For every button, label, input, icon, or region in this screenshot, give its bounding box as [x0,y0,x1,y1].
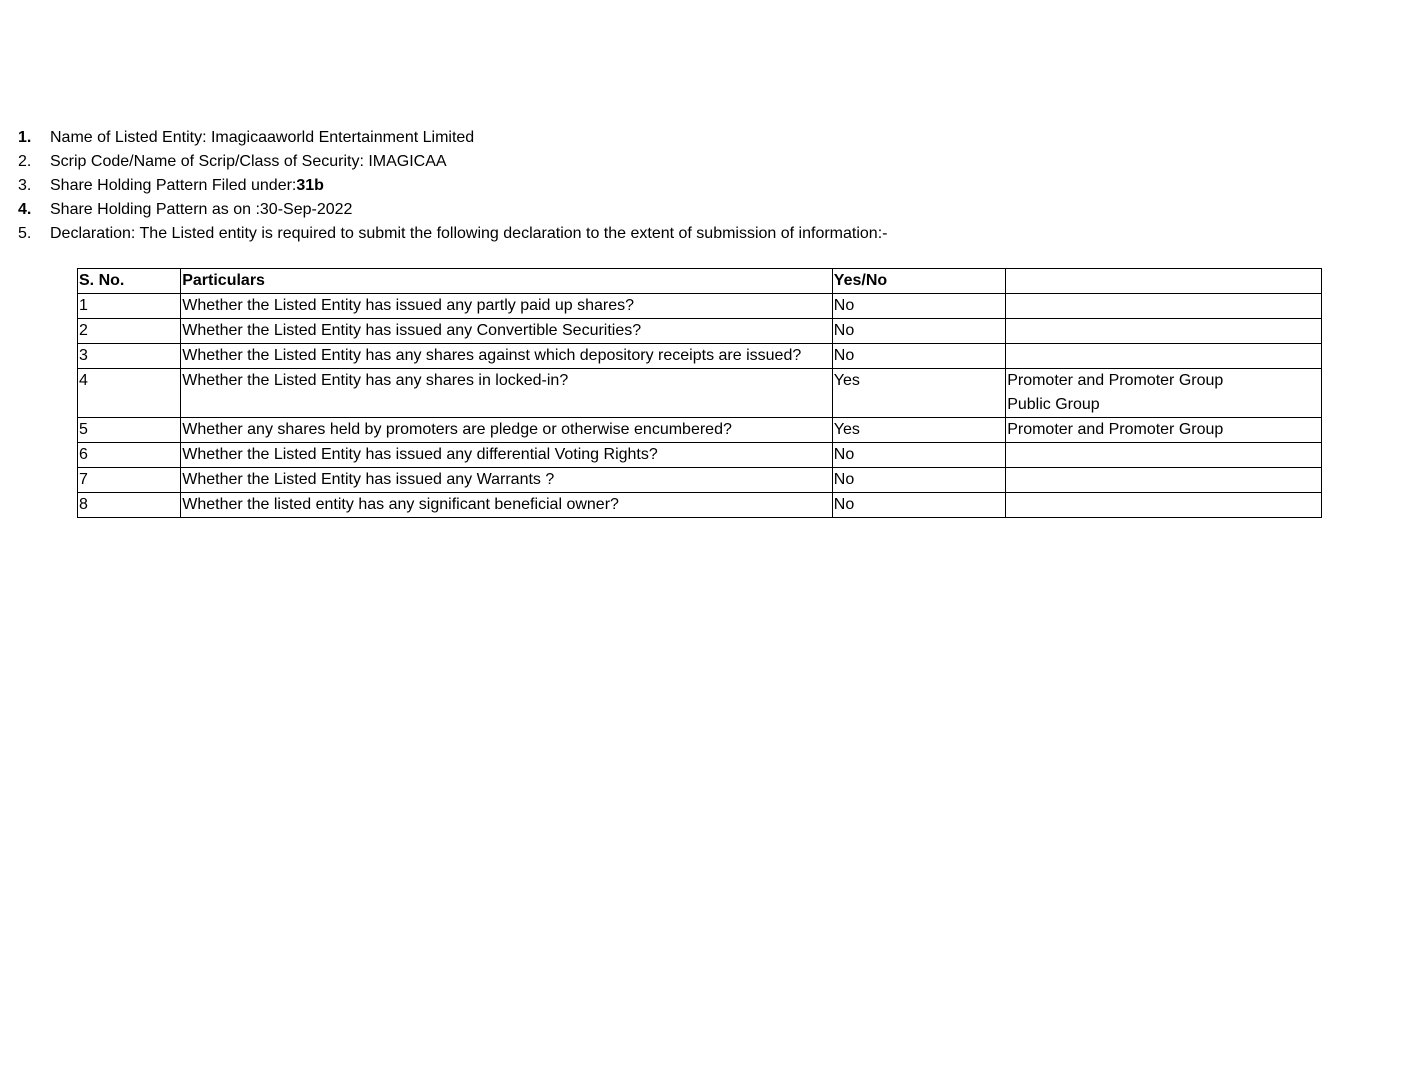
detail-line: Promoter and Promoter Group [1007,421,1224,438]
cell-details [1006,468,1322,493]
table-row [78,319,1322,344]
cell-details [1006,369,1322,418]
cell-sno: 1 [78,294,181,319]
info-number: 2. [18,153,32,170]
cell-details [1006,319,1322,344]
info-value: 30-Sep-2022 [259,201,353,218]
entity-info-list [18,126,887,246]
table-row [78,468,1322,493]
declaration-table [77,268,1322,518]
table-row [78,493,1322,518]
cell-sno: 2 [78,319,181,344]
detail-line: Public Group [1007,396,1100,413]
info-value: 31b [296,177,324,194]
cell-particulars: Whether any shares held by promoters are pledge or otherwise encumbered? [181,418,833,443]
cell-details [1006,418,1322,443]
table-row [78,418,1322,443]
cell-sno: 5 [78,418,181,443]
info-item [18,198,887,222]
cell-answer: Yes [832,369,1005,418]
cell-answer: No [832,493,1005,518]
table-row [78,443,1322,468]
cell-details [1006,443,1322,468]
info-item [18,126,887,150]
cell-particulars: Whether the Listed Entity has any shares in locked-in? [181,369,833,418]
cell-details [1006,344,1322,369]
cell-details [1006,493,1322,518]
info-number: 5. [18,225,32,242]
detail-line: Promoter and Promoter Group [1007,372,1224,389]
info-item [18,222,887,246]
cell-sno: 4 [78,369,181,418]
info-text: Name of Listed Entity: Imagicaaworld Entertainment Limited [50,129,475,146]
info-text: Share Holding Pattern Filed under: [50,177,297,194]
cell-particulars: Whether the Listed Entity has any shares against which depository receipts are issued? [181,344,833,369]
cell-particulars: Whether the Listed Entity has issued any Convertible Securities? [181,319,833,344]
cell-answer: No [832,443,1005,468]
header-particulars: Particulars [181,269,833,294]
cell-particulars: Whether the Listed Entity has issued any differential Voting Rights? [181,443,833,468]
info-text: Declaration: The Listed entity is required to submit the following declaration to the extent of submission of information:- [50,225,888,242]
info-number: 3. [18,177,32,194]
cell-answer: Yes [832,418,1005,443]
table-body [78,294,1322,518]
header-details [1006,269,1322,294]
cell-sno: 7 [78,468,181,493]
info-text: Share Holding Pattern as on : [50,201,260,218]
info-text: Scrip Code/Name of Scrip/Class of Security: IMAGICAA [50,153,447,170]
table-header-row [78,269,1322,294]
cell-answer: No [832,468,1005,493]
cell-sno: 6 [78,443,181,468]
table-row [78,369,1322,418]
cell-sno: 3 [78,344,181,369]
cell-particulars: Whether the Listed Entity has issued any Warrants ? [181,468,833,493]
cell-answer: No [832,319,1005,344]
info-number: 4. [18,201,32,218]
table-row [78,294,1322,319]
table-row [78,344,1322,369]
cell-sno: 8 [78,493,181,518]
header-yes-no: Yes/No [832,269,1005,294]
info-item [18,150,887,174]
info-number: 1. [18,129,32,146]
info-item [18,174,887,198]
header-sno: S. No. [78,269,181,294]
cell-answer: No [832,344,1005,369]
cell-particulars: Whether the Listed Entity has issued any partly paid up shares? [181,294,833,319]
cell-answer: No [832,294,1005,319]
cell-details [1006,294,1322,319]
cell-particulars: Whether the listed entity has any significant beneficial owner? [181,493,833,518]
